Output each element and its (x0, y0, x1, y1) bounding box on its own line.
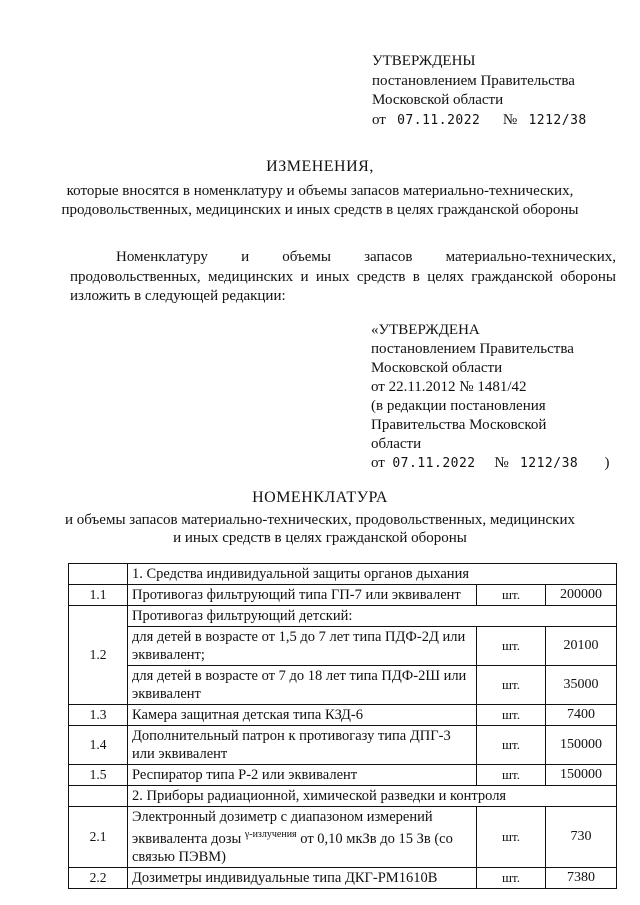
item-number: 1.2 (69, 606, 128, 705)
approval2-date: 07.11.2022 (392, 456, 476, 471)
date-prefix: от (371, 455, 385, 471)
changes-title: ИЗМЕНЕНИЯ, (266, 158, 374, 175)
item-unit: шт. (477, 627, 546, 666)
item-quantity: 20100 (546, 627, 617, 666)
changes-subtitle-line: которые вносятся в номенклатуру и объемы запасов материально-технических, (66, 183, 574, 199)
section-heading: 2. Приборы радиационной, химической разведки и контроля (128, 786, 617, 807)
item-name: для детей в возрасте от 1,5 до 7 лет типа ПДФ-2Д или эквивалент; (128, 627, 477, 666)
item-unit: шт. (477, 867, 546, 888)
item-unit: шт. (477, 726, 546, 765)
item-quantity: 200000 (546, 585, 617, 606)
number-sign: № (494, 455, 509, 471)
nomenclature-table (68, 563, 617, 889)
table-row (69, 807, 617, 868)
item-quantity: 35000 (546, 666, 617, 705)
item-name: Респиратор типа Р-2 или эквивалент (128, 765, 477, 786)
approval2-line: (в редакции постановления (371, 398, 546, 414)
item-number: 1.4 (69, 726, 128, 765)
item-quantity: 730 (546, 807, 617, 868)
changes-subtitle (0, 182, 640, 220)
section-row (69, 564, 617, 585)
nomenclature-title: НОМЕНКЛАТУРА (252, 489, 388, 506)
gamma-superscript: γ-излучения (244, 829, 297, 840)
approval2-line: Московской области (371, 360, 503, 376)
nomenclature-subtitle-line: и иных средств в целях гражданской обороны (173, 530, 467, 546)
item-name: Дополнительный патрон к противогазу типа ДПГ-3 или эквивалент (128, 726, 477, 765)
item-quantity: 7400 (546, 705, 617, 726)
table-cell (69, 786, 128, 807)
nomenclature-subtitle (0, 511, 640, 547)
table-row (69, 606, 617, 627)
item-name: Камера защитная детская типа КЗД-6 (128, 705, 477, 726)
approval2-line: постановлением Правительства (371, 341, 574, 357)
item-quantity: 150000 (546, 726, 617, 765)
approval-date-line (372, 111, 587, 131)
table-row (69, 867, 617, 888)
item-name-part: от 0,10 мкЗв до 15 Зв (со связью ПЭВМ) (132, 830, 453, 865)
table-row (69, 627, 617, 666)
approval2-title: «УТВЕРЖДЕНА (371, 322, 480, 338)
approval-block (372, 52, 587, 130)
item-number: 2.1 (69, 807, 128, 868)
item-name (128, 807, 477, 868)
number-sign: № (502, 111, 518, 128)
approval-date: 07.11.2022 (397, 112, 481, 128)
table-row (69, 705, 617, 726)
item-name: для детей в возрасте от 7 до 18 лет типа ПДФ-2Ш или эквивалент (128, 666, 477, 705)
paragraph-first-line: Номенклатуру и объемы запасов материально-технических, (116, 249, 616, 265)
section-heading: 1. Средства индивидуальной защиты органов дыхания (128, 564, 617, 585)
approval2-line: от 22.11.2012 № 1481/42 (371, 379, 527, 395)
item-number: 2.2 (69, 867, 128, 888)
item-name: Противогаз фильтрующий типа ГП-7 или эквивалент (128, 585, 477, 606)
item-unit: шт. (477, 807, 546, 868)
item-name: Дозиметры индивидуальные типа ДКГ-РМ1610В (128, 867, 477, 888)
table-row (69, 666, 617, 705)
approval-number: 1212/38 (528, 112, 587, 128)
table-cell (69, 564, 128, 585)
approval-title: УТВЕРЖДЕНЫ (372, 53, 476, 69)
approval2-line: Правительства Московской (371, 417, 547, 433)
body-paragraph (70, 248, 616, 307)
table-row (69, 585, 617, 606)
item-unit: шт. (477, 666, 546, 705)
table-row (69, 726, 617, 765)
closing-paren: ) (604, 455, 610, 471)
approval2-date-line (371, 454, 610, 473)
item-number: 1.5 (69, 765, 128, 786)
item-number: 1.3 (69, 705, 128, 726)
approval-line: Московской области (372, 92, 504, 108)
item-name-part: Электронный дозиметр с диапазоном измерений эквивалента дозы (132, 809, 433, 847)
item-group-heading: Противогаз фильтрующий детский: (128, 606, 617, 627)
item-quantity: 7380 (546, 867, 617, 888)
changes-subtitle-line: продовольственных, медицинских и иных средств в целях гражданской обороны (61, 202, 579, 218)
section-row (69, 786, 617, 807)
item-unit: шт. (477, 585, 546, 606)
item-unit: шт. (477, 765, 546, 786)
item-unit: шт. (477, 705, 546, 726)
approval2-number: 1212/38 (519, 456, 579, 471)
date-prefix: от (372, 111, 386, 128)
item-number: 1.1 (69, 585, 128, 606)
paragraph-rest: продовольственных, медицинских и иных средств в целях гражданской обороны изложить в следующей редакции: (70, 268, 616, 304)
approval-block-2 (371, 321, 610, 473)
table-row (69, 765, 617, 786)
approval2-line: области (371, 436, 422, 452)
item-quantity: 150000 (546, 765, 617, 786)
nomenclature-subtitle-line: и объемы запасов материально-технических, продовольственных, медицинских (65, 512, 575, 528)
approval-line: постановлением Правительства (372, 72, 575, 89)
